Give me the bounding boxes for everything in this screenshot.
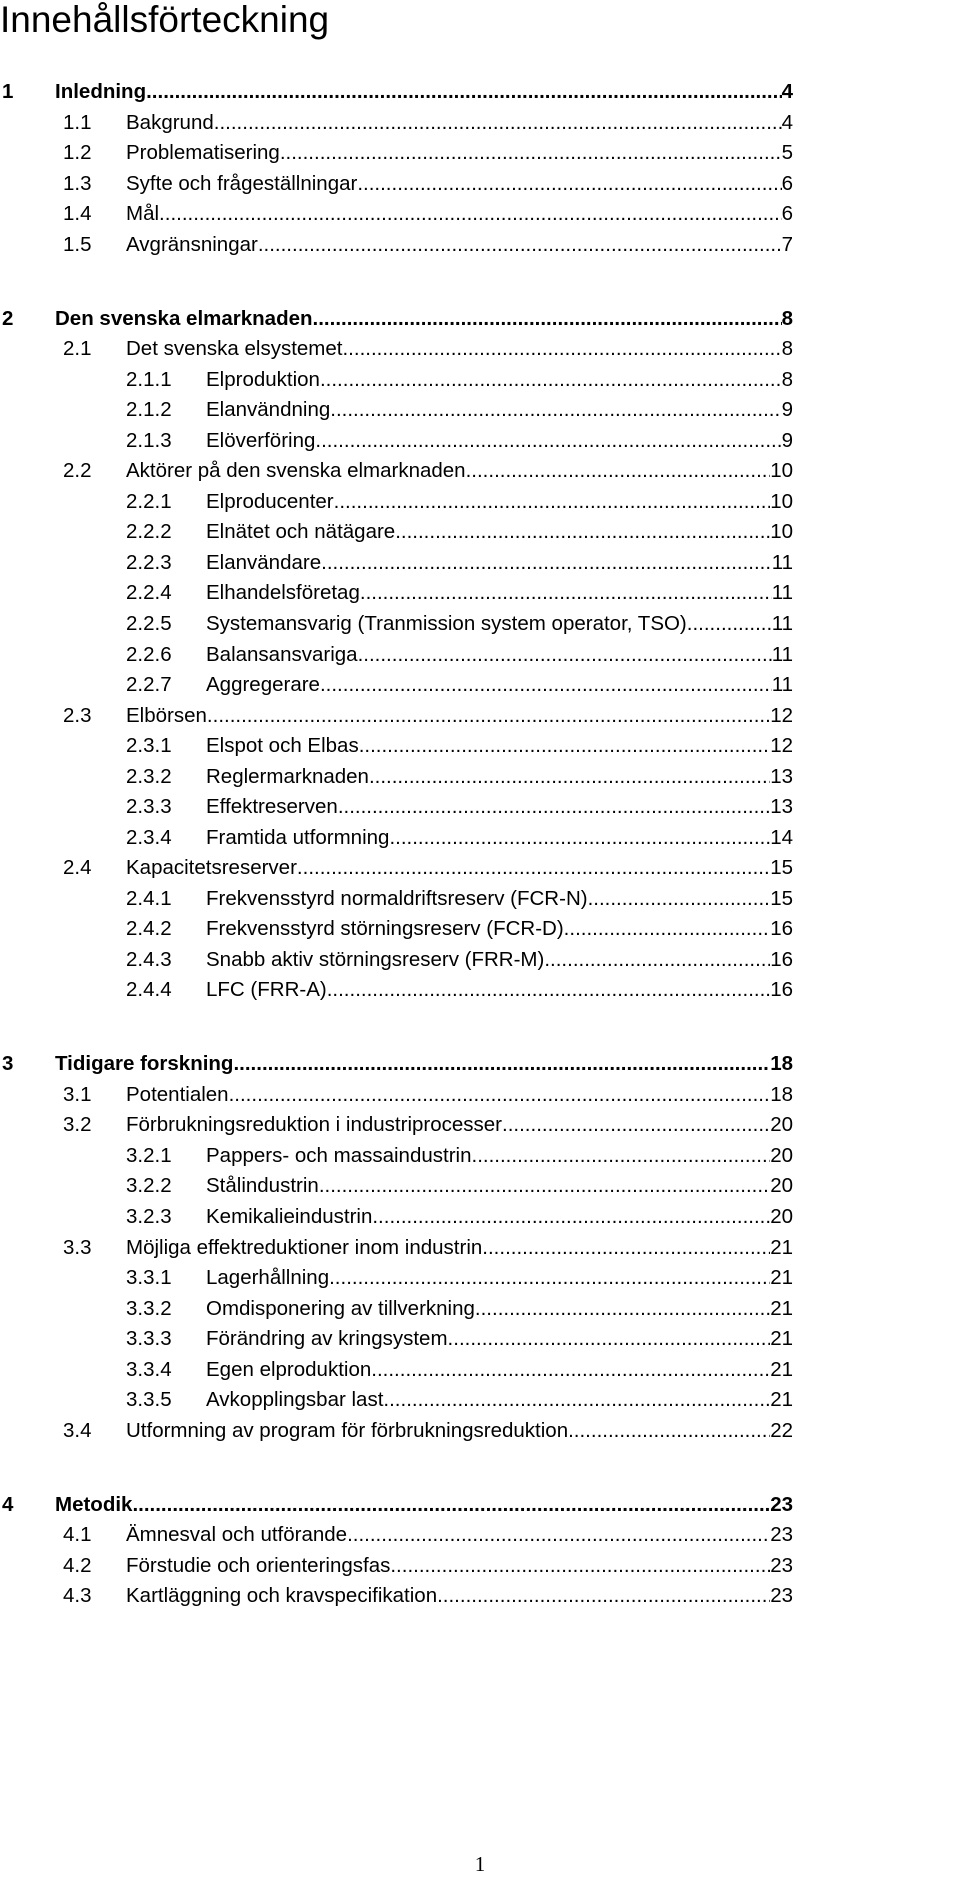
toc-entry-page: 9: [781, 398, 793, 421]
toc-entry[interactable]: [0, 763, 960, 791]
toc-entry-number: 1: [2, 80, 14, 103]
toc-entry[interactable]: [0, 702, 960, 730]
toc-entry-number: 2.2.6: [126, 643, 172, 666]
toc-entry-page: 21: [770, 1266, 793, 1289]
toc-entry[interactable]: [0, 200, 960, 228]
dot-leader: [448, 1325, 771, 1353]
toc-entry-title: Metodik: [55, 1493, 133, 1516]
dot-leader: [395, 518, 770, 546]
toc-entry-number: 1.5: [63, 233, 92, 256]
dot-leader: [297, 854, 770, 882]
toc-entry-number: 4: [2, 1493, 14, 1516]
toc-entry-number: 3.3.3: [126, 1327, 172, 1350]
toc-entry[interactable]: [0, 1050, 960, 1078]
toc-entry-title: Elproduktion: [206, 368, 320, 391]
dot-leader: [389, 824, 770, 852]
toc-entry-page: 10: [770, 459, 793, 482]
dot-leader: [313, 305, 782, 333]
toc-entry-title: Balansansvariga: [206, 643, 358, 666]
toc-entry-page: 11: [771, 643, 793, 666]
toc-entry-title: LFC (FRR-A): [206, 978, 327, 1001]
toc-entry-title: Stålindustrin: [206, 1174, 319, 1197]
toc-entry-page: 4: [781, 111, 793, 134]
toc-entry-page: 11: [771, 551, 793, 574]
toc-entry-page: 7: [781, 233, 793, 256]
toc-entry-number: 2.2.4: [126, 581, 172, 604]
toc-entry-title: Kemikalieindustrin: [206, 1205, 373, 1228]
toc-entry-title: Förstudie och orienteringsfas: [126, 1554, 391, 1577]
toc-entry-page: 10: [770, 520, 793, 543]
dot-leader: [544, 946, 770, 974]
page-number: 1: [474, 1852, 486, 1876]
toc-entry[interactable]: [0, 1172, 960, 1200]
toc-entry-number: 2.4.3: [126, 948, 172, 971]
dot-leader: [315, 427, 781, 455]
toc-entry-page: 6: [781, 202, 793, 225]
toc-entry-number: 2.3.4: [126, 826, 172, 849]
toc-entry-title: Mål: [126, 202, 160, 225]
toc-entry[interactable]: [0, 915, 960, 943]
toc-entry-page: 16: [770, 917, 793, 940]
dot-leader: [564, 915, 771, 943]
dot-leader: [229, 1081, 771, 1109]
toc-entry[interactable]: [0, 885, 960, 913]
toc-entry-number: 2.4: [63, 856, 92, 879]
toc-entry[interactable]: [0, 170, 960, 198]
toc-entry-title: Elnätet och nätägare: [206, 520, 396, 543]
toc-entry[interactable]: [0, 139, 960, 167]
toc-entry-number: 2.1: [63, 337, 92, 360]
toc-entry-number: 3.3.5: [126, 1388, 172, 1411]
toc-entry-title: Egen elproduktion: [206, 1358, 372, 1381]
toc-entry-title: Lagerhållning: [206, 1266, 330, 1289]
toc-entry-title: Elöverföring: [206, 429, 316, 452]
dot-leader: [371, 1356, 770, 1384]
toc-entry[interactable]: [0, 1386, 960, 1414]
toc-entry[interactable]: [0, 1081, 960, 1109]
toc-entry-number: 2.1.2: [126, 398, 172, 421]
toc-entry-number: 2.2.3: [126, 551, 172, 574]
toc-entry[interactable]: [0, 641, 960, 669]
toc-entry-number: 2.2: [63, 459, 92, 482]
toc-entry-title: Bakgrund: [126, 111, 214, 134]
toc-entry-title: Frekvensstyrd normaldriftsreserv (FCR-N): [206, 887, 588, 910]
toc-entry-page: 11: [771, 612, 793, 635]
dot-leader: [383, 1386, 770, 1414]
toc-entry[interactable]: [0, 671, 960, 699]
toc-entry[interactable]: [0, 518, 960, 546]
toc-entry-number: 2.3.2: [126, 765, 172, 788]
toc-entry-number: 2: [2, 307, 14, 330]
toc-entry-title: Inledning: [55, 80, 147, 103]
toc-entry-number: 3.3: [63, 1236, 92, 1259]
toc-entry-number: 2.2.2: [126, 520, 172, 543]
toc-entry-number: 3.2.2: [126, 1174, 172, 1197]
toc-entry-page: 15: [770, 856, 793, 879]
dot-leader: [369, 763, 770, 791]
page-title: Innehållsförteckning: [0, 0, 330, 40]
toc-entry-page: 8: [781, 307, 793, 330]
toc-entry-title: Elproducenter: [206, 490, 334, 513]
toc-entry[interactable]: [0, 1552, 960, 1580]
toc-entry-number: 4.2: [63, 1554, 92, 1577]
toc-entry-number: 3.3.2: [126, 1297, 172, 1320]
toc-entry-title: Framtida utformning: [206, 826, 390, 849]
toc-entry-title: Det svenska elsystemet: [126, 337, 343, 360]
dot-leader: [233, 1050, 770, 1078]
toc-entry-page: 9: [781, 429, 793, 452]
toc-entry-number: 3.4: [63, 1419, 92, 1442]
toc-entry-title: Elanvändning: [206, 398, 331, 421]
toc-entry-title: Möjliga effektreduktioner inom industrin: [126, 1236, 483, 1259]
toc-entry-title: Omdisponering av tillverkning: [206, 1297, 475, 1320]
dot-leader: [321, 549, 772, 577]
toc-entry-title: Snabb aktiv störningsreserv (FRR-M): [206, 948, 545, 971]
toc-entry-title: Frekvensstyrd störningsreserv (FCR-D): [206, 917, 564, 940]
toc-entry-page: 21: [770, 1297, 793, 1320]
toc-entry[interactable]: [0, 78, 960, 106]
toc-entry-page: 16: [770, 948, 793, 971]
toc-entry-title: Reglermarknaden: [206, 765, 369, 788]
toc-entry-title: Effektreserven: [206, 795, 338, 818]
toc-entry-page: 11: [771, 581, 793, 604]
toc-entry-number: 2.2.5: [126, 612, 172, 635]
toc-entry-page: 13: [770, 765, 793, 788]
toc-entry-page: 6: [781, 172, 793, 195]
toc-entry-title: Potentialen: [126, 1083, 229, 1106]
toc-entry-page: 21: [770, 1388, 793, 1411]
toc-entry-number: 2.4.4: [126, 978, 172, 1001]
toc-entry-page: 23: [770, 1523, 793, 1546]
toc-entry[interactable]: [0, 1111, 960, 1139]
dot-leader: [472, 1142, 771, 1170]
toc-entry-number: 3: [2, 1052, 14, 1075]
dot-leader: [357, 170, 781, 198]
toc-entry-page: 23: [770, 1554, 793, 1577]
toc-entry-title: Elspot och Elbas: [206, 734, 359, 757]
toc-entry[interactable]: [0, 793, 960, 821]
toc-entry-page: 20: [770, 1174, 793, 1197]
toc-entry-page: 13: [770, 795, 793, 818]
toc-entry-page: 5: [781, 141, 793, 164]
toc-entry-number: 4.3: [63, 1584, 92, 1607]
toc-entry-number: 3.2.1: [126, 1144, 172, 1167]
toc-entry[interactable]: [0, 976, 960, 1004]
toc-entry-number: 3.3.4: [126, 1358, 172, 1381]
toc-entry-title: Kartläggning och kravspecifikation: [126, 1584, 438, 1607]
toc-entry-number: 2.1.3: [126, 429, 172, 452]
dot-leader: [329, 1264, 770, 1292]
toc-entry-number: 1.1: [63, 111, 92, 134]
toc-entry-title: Pappers- och massaindustrin: [206, 1144, 472, 1167]
dot-leader: [334, 488, 771, 516]
toc-entry-page: 10: [770, 490, 793, 513]
toc-entry[interactable]: [0, 457, 960, 485]
toc-entry-title: Elanvändare: [206, 551, 322, 574]
dot-leader: [338, 793, 770, 821]
toc-entry-title: Avkopplingsbar last: [206, 1388, 384, 1411]
dot-leader: [320, 366, 782, 394]
dot-leader: [280, 139, 782, 167]
toc-entry[interactable]: [0, 396, 960, 424]
dot-leader: [258, 231, 782, 259]
dot-leader: [390, 1552, 770, 1580]
dot-leader: [207, 702, 770, 730]
toc-entry-page: 22: [770, 1419, 793, 1442]
dot-leader: [360, 579, 772, 607]
toc-entry[interactable]: [0, 231, 960, 259]
toc-entry[interactable]: [0, 1234, 960, 1262]
dot-leader: [146, 78, 781, 106]
toc-entry[interactable]: [0, 1491, 960, 1519]
toc-entry-page: 20: [770, 1144, 793, 1167]
toc-entry-title: Förändring av kringsystem: [206, 1327, 448, 1350]
toc-entry-page: 18: [770, 1052, 793, 1075]
toc-entry[interactable]: [0, 1582, 960, 1610]
toc-entry[interactable]: [0, 1295, 960, 1323]
toc-entry-title: Aktörer på den svenska elmarknaden: [126, 459, 466, 482]
toc-entry-title: Problematisering: [126, 141, 280, 164]
toc-entry-page: 23: [770, 1493, 793, 1516]
toc-entry-page: 12: [770, 704, 793, 727]
toc-entry-number: 2.3: [63, 704, 92, 727]
toc-entry[interactable]: [0, 549, 960, 577]
toc-entry-number: 3.3.1: [126, 1266, 172, 1289]
toc-entry-title: Kapacitetsreserver: [126, 856, 297, 879]
dot-leader: [319, 1172, 770, 1200]
toc-entry-title: Systemansvarig (Tranmission system operator, TSO): [206, 612, 687, 635]
dot-leader: [437, 1582, 770, 1610]
toc-entry-number: 2.4.1: [126, 887, 172, 910]
toc-entry-number: 3.2: [63, 1113, 92, 1136]
toc-entry-page: 20: [770, 1113, 793, 1136]
toc-entry[interactable]: [0, 109, 960, 137]
toc-entry[interactable]: [0, 305, 960, 333]
toc-entry-page: 18: [770, 1083, 793, 1106]
dot-leader: [214, 109, 782, 137]
toc-entry-number: 3.2.3: [126, 1205, 172, 1228]
dot-leader: [568, 1417, 770, 1445]
toc-entry-page: 12: [770, 734, 793, 757]
dot-leader: [330, 396, 781, 424]
dot-leader: [475, 1295, 770, 1323]
dot-leader: [342, 335, 781, 363]
toc-entry-number: 1.2: [63, 141, 92, 164]
toc-entry[interactable]: [0, 579, 960, 607]
dot-leader: [320, 671, 772, 699]
toc-entry-number: 2.3.3: [126, 795, 172, 818]
toc-entry[interactable]: [0, 427, 960, 455]
toc-entry[interactable]: [0, 732, 960, 760]
dot-leader: [588, 885, 771, 913]
toc-entry[interactable]: [0, 1521, 960, 1549]
toc-entry[interactable]: [0, 1203, 960, 1231]
toc-entry-page: 21: [770, 1358, 793, 1381]
toc-entry-page: 23: [770, 1584, 793, 1607]
toc-entry[interactable]: [0, 946, 960, 974]
toc-entry[interactable]: [0, 610, 960, 638]
toc-entry[interactable]: [0, 1417, 960, 1445]
toc-entry-page: 15: [770, 887, 793, 910]
dot-leader: [502, 1111, 770, 1139]
dot-leader: [687, 610, 772, 638]
toc-entry[interactable]: [0, 1264, 960, 1292]
toc-entry-page: 4: [781, 80, 793, 103]
toc-entry[interactable]: [0, 1142, 960, 1170]
toc-entry-number: 2.2.1: [126, 490, 172, 513]
toc-entry-title: Förbrukningsreduktion i industriprocesser: [126, 1113, 503, 1136]
dot-leader: [358, 641, 772, 669]
toc-entry-page: 20: [770, 1205, 793, 1228]
toc-entry[interactable]: [0, 854, 960, 882]
toc-entry-number: 4.1: [63, 1523, 92, 1546]
toc-entry-page: 16: [770, 978, 793, 1001]
toc-entry-page: 21: [770, 1236, 793, 1259]
toc-entry-title: Syfte och frågeställningar: [126, 172, 358, 195]
dot-leader: [372, 1203, 770, 1231]
dot-leader: [132, 1491, 770, 1519]
toc-entry-page: 8: [781, 337, 793, 360]
dot-leader: [159, 200, 782, 228]
toc-entry[interactable]: [0, 824, 960, 852]
toc-entry-number: 1.4: [63, 202, 92, 225]
dot-leader: [482, 1234, 770, 1262]
toc-entry-page: 11: [771, 673, 793, 696]
dot-leader: [359, 732, 770, 760]
toc-entry-title: Aggregerare: [206, 673, 320, 696]
toc-entry[interactable]: [0, 366, 960, 394]
toc-entry[interactable]: [0, 335, 960, 363]
toc-entry-number: 2.4.2: [126, 917, 172, 940]
toc-entry[interactable]: [0, 1325, 960, 1353]
dot-leader: [327, 976, 770, 1004]
toc-entry-title: Tidigare forskning: [55, 1052, 234, 1075]
toc-entry-page: 14: [770, 826, 793, 849]
toc-entry-title: Elbörsen: [126, 704, 207, 727]
toc-entry-title: Elhandelsföretag: [206, 581, 360, 604]
toc-entry-title: Ämnesval och utförande: [126, 1523, 348, 1546]
toc-entry-number: 2.3.1: [126, 734, 172, 757]
toc-entry-number: 2.1.1: [126, 368, 172, 391]
toc-entry-title: Utformning av program för förbrukningsreduktion: [126, 1419, 569, 1442]
toc-entry-page: 21: [770, 1327, 793, 1350]
toc-entry[interactable]: [0, 1356, 960, 1384]
toc-entry-number: 3.1: [63, 1083, 92, 1106]
toc-entry-number: 1.3: [63, 172, 92, 195]
dot-leader: [347, 1521, 770, 1549]
toc-entry[interactable]: [0, 488, 960, 516]
toc-entry-title: Den svenska elmarknaden: [55, 307, 313, 330]
dot-leader: [466, 457, 771, 485]
toc-entry-number: 2.2.7: [126, 673, 172, 696]
toc-entry-title: Avgränsningar: [126, 233, 258, 256]
toc-entry-page: 8: [781, 368, 793, 391]
